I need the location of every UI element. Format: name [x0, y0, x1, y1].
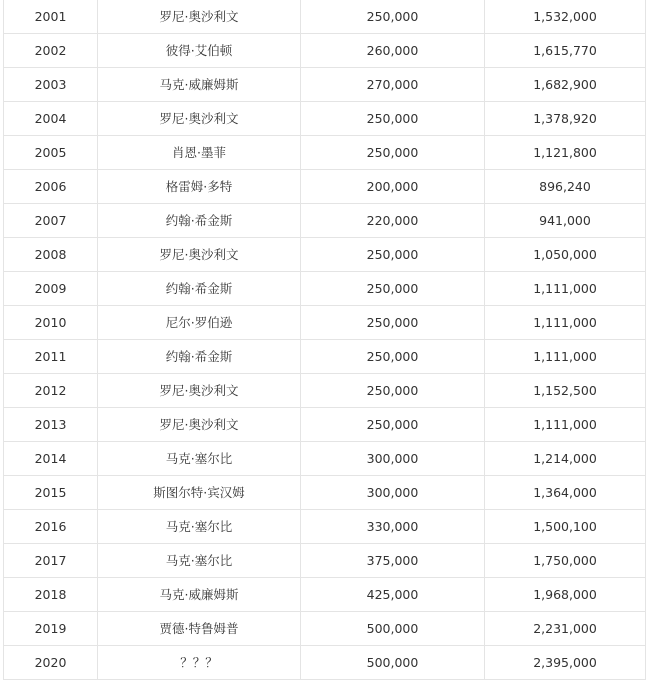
champion-cell: 约翰·希金斯 — [98, 340, 301, 374]
champion-cell: 马克·塞尔比 — [98, 544, 301, 578]
prize-table — [3, 0, 646, 680]
table-body — [4, 0, 646, 680]
table-row — [4, 646, 646, 680]
year-cell: 2007 — [4, 204, 98, 238]
year-cell: 2009 — [4, 272, 98, 306]
champion-cell: 马克·威廉姆斯 — [98, 578, 301, 612]
prize-table-container — [3, 0, 645, 680]
year-cell: 2015 — [4, 476, 98, 510]
champion-cell: 罗尼·奥沙利文 — [98, 102, 301, 136]
table-row — [4, 306, 646, 340]
total-prize-cell: 1,214,000 — [485, 442, 646, 476]
champion-prize-cell: 500,000 — [301, 646, 485, 680]
total-prize-cell: 1,615,770 — [485, 34, 646, 68]
table-row — [4, 476, 646, 510]
champion-prize-cell: 250,000 — [301, 136, 485, 170]
table-row — [4, 408, 646, 442]
table-row — [4, 442, 646, 476]
champion-prize-cell: 250,000 — [301, 102, 485, 136]
champion-cell: 罗尼·奥沙利文 — [98, 374, 301, 408]
champion-prize-cell: 375,000 — [301, 544, 485, 578]
champion-cell: 贾德·特鲁姆普 — [98, 612, 301, 646]
year-cell: 2004 — [4, 102, 98, 136]
year-cell: 2005 — [4, 136, 98, 170]
total-prize-cell: 1,121,800 — [485, 136, 646, 170]
year-cell: 2002 — [4, 34, 98, 68]
champion-cell: 彼得·艾伯顿 — [98, 34, 301, 68]
table-row — [4, 0, 646, 34]
total-prize-cell: 1,364,000 — [485, 476, 646, 510]
year-cell: 2010 — [4, 306, 98, 340]
champion-prize-cell: 250,000 — [301, 0, 485, 34]
champion-cell: 尼尔·罗伯逊 — [98, 306, 301, 340]
total-prize-cell: 1,111,000 — [485, 340, 646, 374]
champion-prize-cell: 250,000 — [301, 238, 485, 272]
champion-prize-cell: 250,000 — [301, 374, 485, 408]
champion-prize-cell: 250,000 — [301, 272, 485, 306]
total-prize-cell: 1,500,100 — [485, 510, 646, 544]
total-prize-cell: 1,682,900 — [485, 68, 646, 102]
champion-cell: 罗尼·奥沙利文 — [98, 0, 301, 34]
total-prize-cell: 896,240 — [485, 170, 646, 204]
total-prize-cell: 1,111,000 — [485, 408, 646, 442]
year-cell: 2013 — [4, 408, 98, 442]
table-row — [4, 34, 646, 68]
table-row — [4, 612, 646, 646]
total-prize-cell: 1,378,920 — [485, 102, 646, 136]
table-row — [4, 510, 646, 544]
champion-prize-cell: 425,000 — [301, 578, 485, 612]
total-prize-cell: 1,532,000 — [485, 0, 646, 34]
total-prize-cell: 941,000 — [485, 204, 646, 238]
total-prize-cell: 1,152,500 — [485, 374, 646, 408]
year-cell: 2008 — [4, 238, 98, 272]
champion-cell: 马克·威廉姆斯 — [98, 68, 301, 102]
year-cell: 2001 — [4, 0, 98, 34]
total-prize-cell: 1,968,000 — [485, 578, 646, 612]
table-row — [4, 578, 646, 612]
champion-prize-cell: 250,000 — [301, 306, 485, 340]
year-cell: 2020 — [4, 646, 98, 680]
year-cell: 2006 — [4, 170, 98, 204]
champion-prize-cell: 200,000 — [301, 170, 485, 204]
year-cell: 2019 — [4, 612, 98, 646]
champion-prize-cell: 270,000 — [301, 68, 485, 102]
champion-cell: 约翰·希金斯 — [98, 272, 301, 306]
total-prize-cell: 1,111,000 — [485, 306, 646, 340]
table-row — [4, 374, 646, 408]
champion-cell: 罗尼·奥沙利文 — [98, 408, 301, 442]
total-prize-cell: 1,750,000 — [485, 544, 646, 578]
champion-cell: 马克·塞尔比 — [98, 442, 301, 476]
year-cell: 2011 — [4, 340, 98, 374]
year-cell: 2016 — [4, 510, 98, 544]
champion-cell: 罗尼·奥沙利文 — [98, 238, 301, 272]
total-prize-cell: 1,050,000 — [485, 238, 646, 272]
champion-cell: 斯图尔特·宾汉姆 — [98, 476, 301, 510]
table-row — [4, 204, 646, 238]
champion-prize-cell: 300,000 — [301, 476, 485, 510]
year-cell: 2018 — [4, 578, 98, 612]
table-row — [4, 136, 646, 170]
champion-prize-cell: 500,000 — [301, 612, 485, 646]
total-prize-cell: 2,231,000 — [485, 612, 646, 646]
champion-prize-cell: 220,000 — [301, 204, 485, 238]
table-row — [4, 238, 646, 272]
year-cell: 2003 — [4, 68, 98, 102]
champion-prize-cell: 250,000 — [301, 340, 485, 374]
champion-prize-cell: 330,000 — [301, 510, 485, 544]
table-row — [4, 68, 646, 102]
champion-cell: 约翰·希金斯 — [98, 204, 301, 238]
year-cell: 2012 — [4, 374, 98, 408]
champion-prize-cell: 260,000 — [301, 34, 485, 68]
table-row — [4, 544, 646, 578]
total-prize-cell: 1,111,000 — [485, 272, 646, 306]
table-row — [4, 102, 646, 136]
total-prize-cell: 2,395,000 — [485, 646, 646, 680]
year-cell: 2014 — [4, 442, 98, 476]
champion-cell: 格雷姆·多特 — [98, 170, 301, 204]
champion-prize-cell: 250,000 — [301, 408, 485, 442]
champion-cell: 马克·塞尔比 — [98, 510, 301, 544]
table-row — [4, 170, 646, 204]
table-row — [4, 340, 646, 374]
champion-cell: ？？？ — [98, 646, 301, 680]
year-cell: 2017 — [4, 544, 98, 578]
table-row — [4, 272, 646, 306]
champion-prize-cell: 300,000 — [301, 442, 485, 476]
champion-cell: 肖恩·墨菲 — [98, 136, 301, 170]
